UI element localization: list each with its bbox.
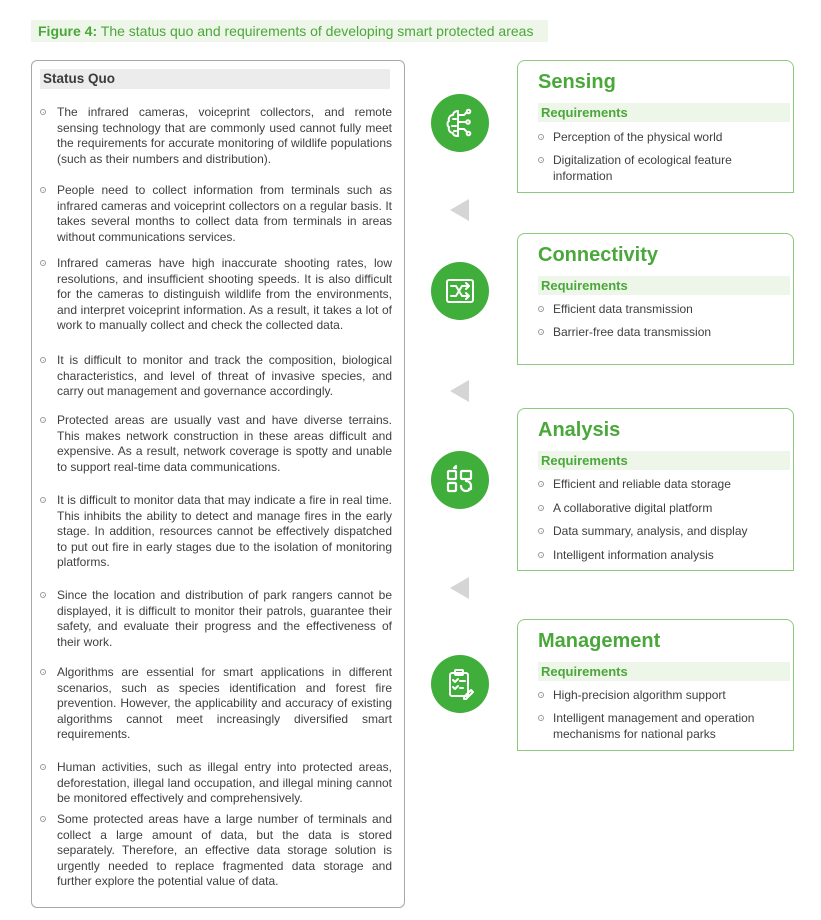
bullet-icon [40,669,46,675]
status-quo-item-text: Since the location and distribution of park rangers cannot be displayed, it is difficult to monitor their patrols, guarantee their safety, and evaluate their progress and the effectiveness of their work. [57,588,392,649]
status-quo-item [40,183,392,245]
requirement-text: Intelligent information analysis [553,548,714,562]
status-quo-item-text: Human activities, such as illegal entry into protected areas, deforestation, illegal land occupation, and illegal mining cannot be monitored effectively and comprehensively. [57,760,392,806]
analysis-panel [517,408,794,571]
clipboard-check-icon [431,655,489,713]
sensing-panel [517,60,794,193]
status-quo-item [40,588,392,650]
requirement-text: Perception of the physical world [553,130,723,144]
status-quo-heading: Status Quo [40,69,390,89]
panel-title: Sensing [538,71,616,93]
requirement-text: Efficient and reliable data storage [553,477,731,491]
bullet-icon [538,528,544,534]
bullet-icon [538,505,544,511]
requirement-item [538,302,783,318]
status-quo-panel [31,60,405,908]
status-quo-item-text: It is difficult to monitor data that may indicate a fire in real time. This inhibits the ability to detect and manage fires in the early stage. In addition, resources cannot be effectively dispatched to put out fire in early stages due to the isolation of monitoring platforms. [57,493,392,570]
status-quo-item-text: People need to collect information from terminals such as infrared cameras and voiceprint collectors on a regular basis. It takes several months to collect data from terminals in areas without communications services. [57,183,392,244]
status-quo-item-text: It is difficult to monitor and track the composition, biological characteristics, and level of threat of invasive species, and carry out management and governance accordingly. [57,353,392,399]
figure-label: Figure 4: [38,23,98,39]
status-quo-item-text: Some protected areas have a large number of terminals and collect a large amount of data, but the data is stored separately. Therefore, an effective data storage solution is urgently needed to replace fragmented data storage and further explore the potential value of data. [57,812,392,889]
connectivity-panel [517,233,794,365]
brain-circuit-icon [431,94,489,152]
status-quo-item [40,413,392,475]
bullet-icon [538,481,544,487]
figure-title [31,20,548,42]
bullet-icon [40,109,46,115]
requirement-text: Data summary, analysis, and display [553,524,748,538]
bullet-icon [40,260,46,266]
requirement-text: High-precision algorithm support [553,688,726,702]
requirement-text: Efficient data transmission [553,302,693,316]
status-quo-item [40,665,392,743]
requirement-text: Intelligent management and operation mechanisms for national parks [553,711,755,741]
status-quo-item-text: The infrared cameras, voiceprint collectors, and remote sensing technology that are commonly used cannot fully meet the requirements for accurate monitoring of wildlife populations (such as their numbers and distribution). [57,105,392,166]
bullet-icon [40,357,46,363]
network-switch-icon [431,262,489,320]
bullet-icon [40,417,46,423]
panel-title: Management [538,630,661,652]
requirement-item [538,325,783,341]
bullet-icon [538,134,544,140]
requirement-text: A collaborative digital platform [553,501,713,515]
arrow-left-icon [450,577,469,599]
bullet-icon [40,764,46,770]
bullet-icon [538,157,544,163]
status-quo-item [40,353,392,400]
panel-title: Connectivity [538,244,659,266]
requirement-item [538,688,783,704]
status-quo-item [40,812,392,890]
arrow-left-icon [450,199,469,221]
requirement-item [538,524,783,540]
requirements-label: Requirements [538,451,790,470]
requirements-label: Requirements [538,662,790,681]
bullet-icon [538,552,544,558]
requirement-text: Barrier-free data transmission [553,325,712,339]
status-quo-item [40,760,392,807]
bullet-icon [40,187,46,193]
bullet-icon [538,306,544,312]
panel-title: Analysis [538,419,621,441]
bullet-icon [40,816,46,822]
requirement-item [538,711,783,742]
requirement-item [538,501,783,517]
requirement-item [538,153,783,184]
bullet-icon [40,592,46,598]
arrow-left-icon [450,380,469,402]
management-panel [517,619,794,751]
requirement-item [538,548,783,564]
bullet-icon [40,497,46,503]
bullet-icon [538,692,544,698]
requirement-text: Digitalization of ecological feature information [553,153,732,183]
status-quo-item [40,493,392,571]
bullet-icon [538,329,544,335]
requirement-item [538,130,783,146]
status-quo-item-text: Algorithms are essential for smart applications in different scenarios, such as species identification and forest fire prevention. However, the applicability and accuracy of existing algorithms cannot meet increasingly diversified smart requirements. [57,665,392,742]
bullet-icon [538,715,544,721]
status-quo-item-text: Infrared cameras have high inaccurate shooting rates, low resolutions, and insufficient shooting speeds. It is also difficult for the cameras to distinguish wildlife from the environments, and interpret voiceprint information. As a result, it takes a lot of work to manually collect and check the collected data. [57,256,392,333]
data-analysis-icon [431,451,489,509]
requirements-label: Requirements [538,103,790,122]
status-quo-item-text: Protected areas are usually vast and have diverse terrains. This makes network construction in these areas difficult and expensive. As a result, network coverage is spotty and unable to support real-time data communications. [57,413,392,474]
requirements-label: Requirements [538,276,790,295]
status-quo-item [40,256,392,334]
figure-title-text: The status quo and requirements of developing smart protected areas [97,23,534,39]
requirement-item [538,477,783,493]
status-quo-item [40,105,392,167]
